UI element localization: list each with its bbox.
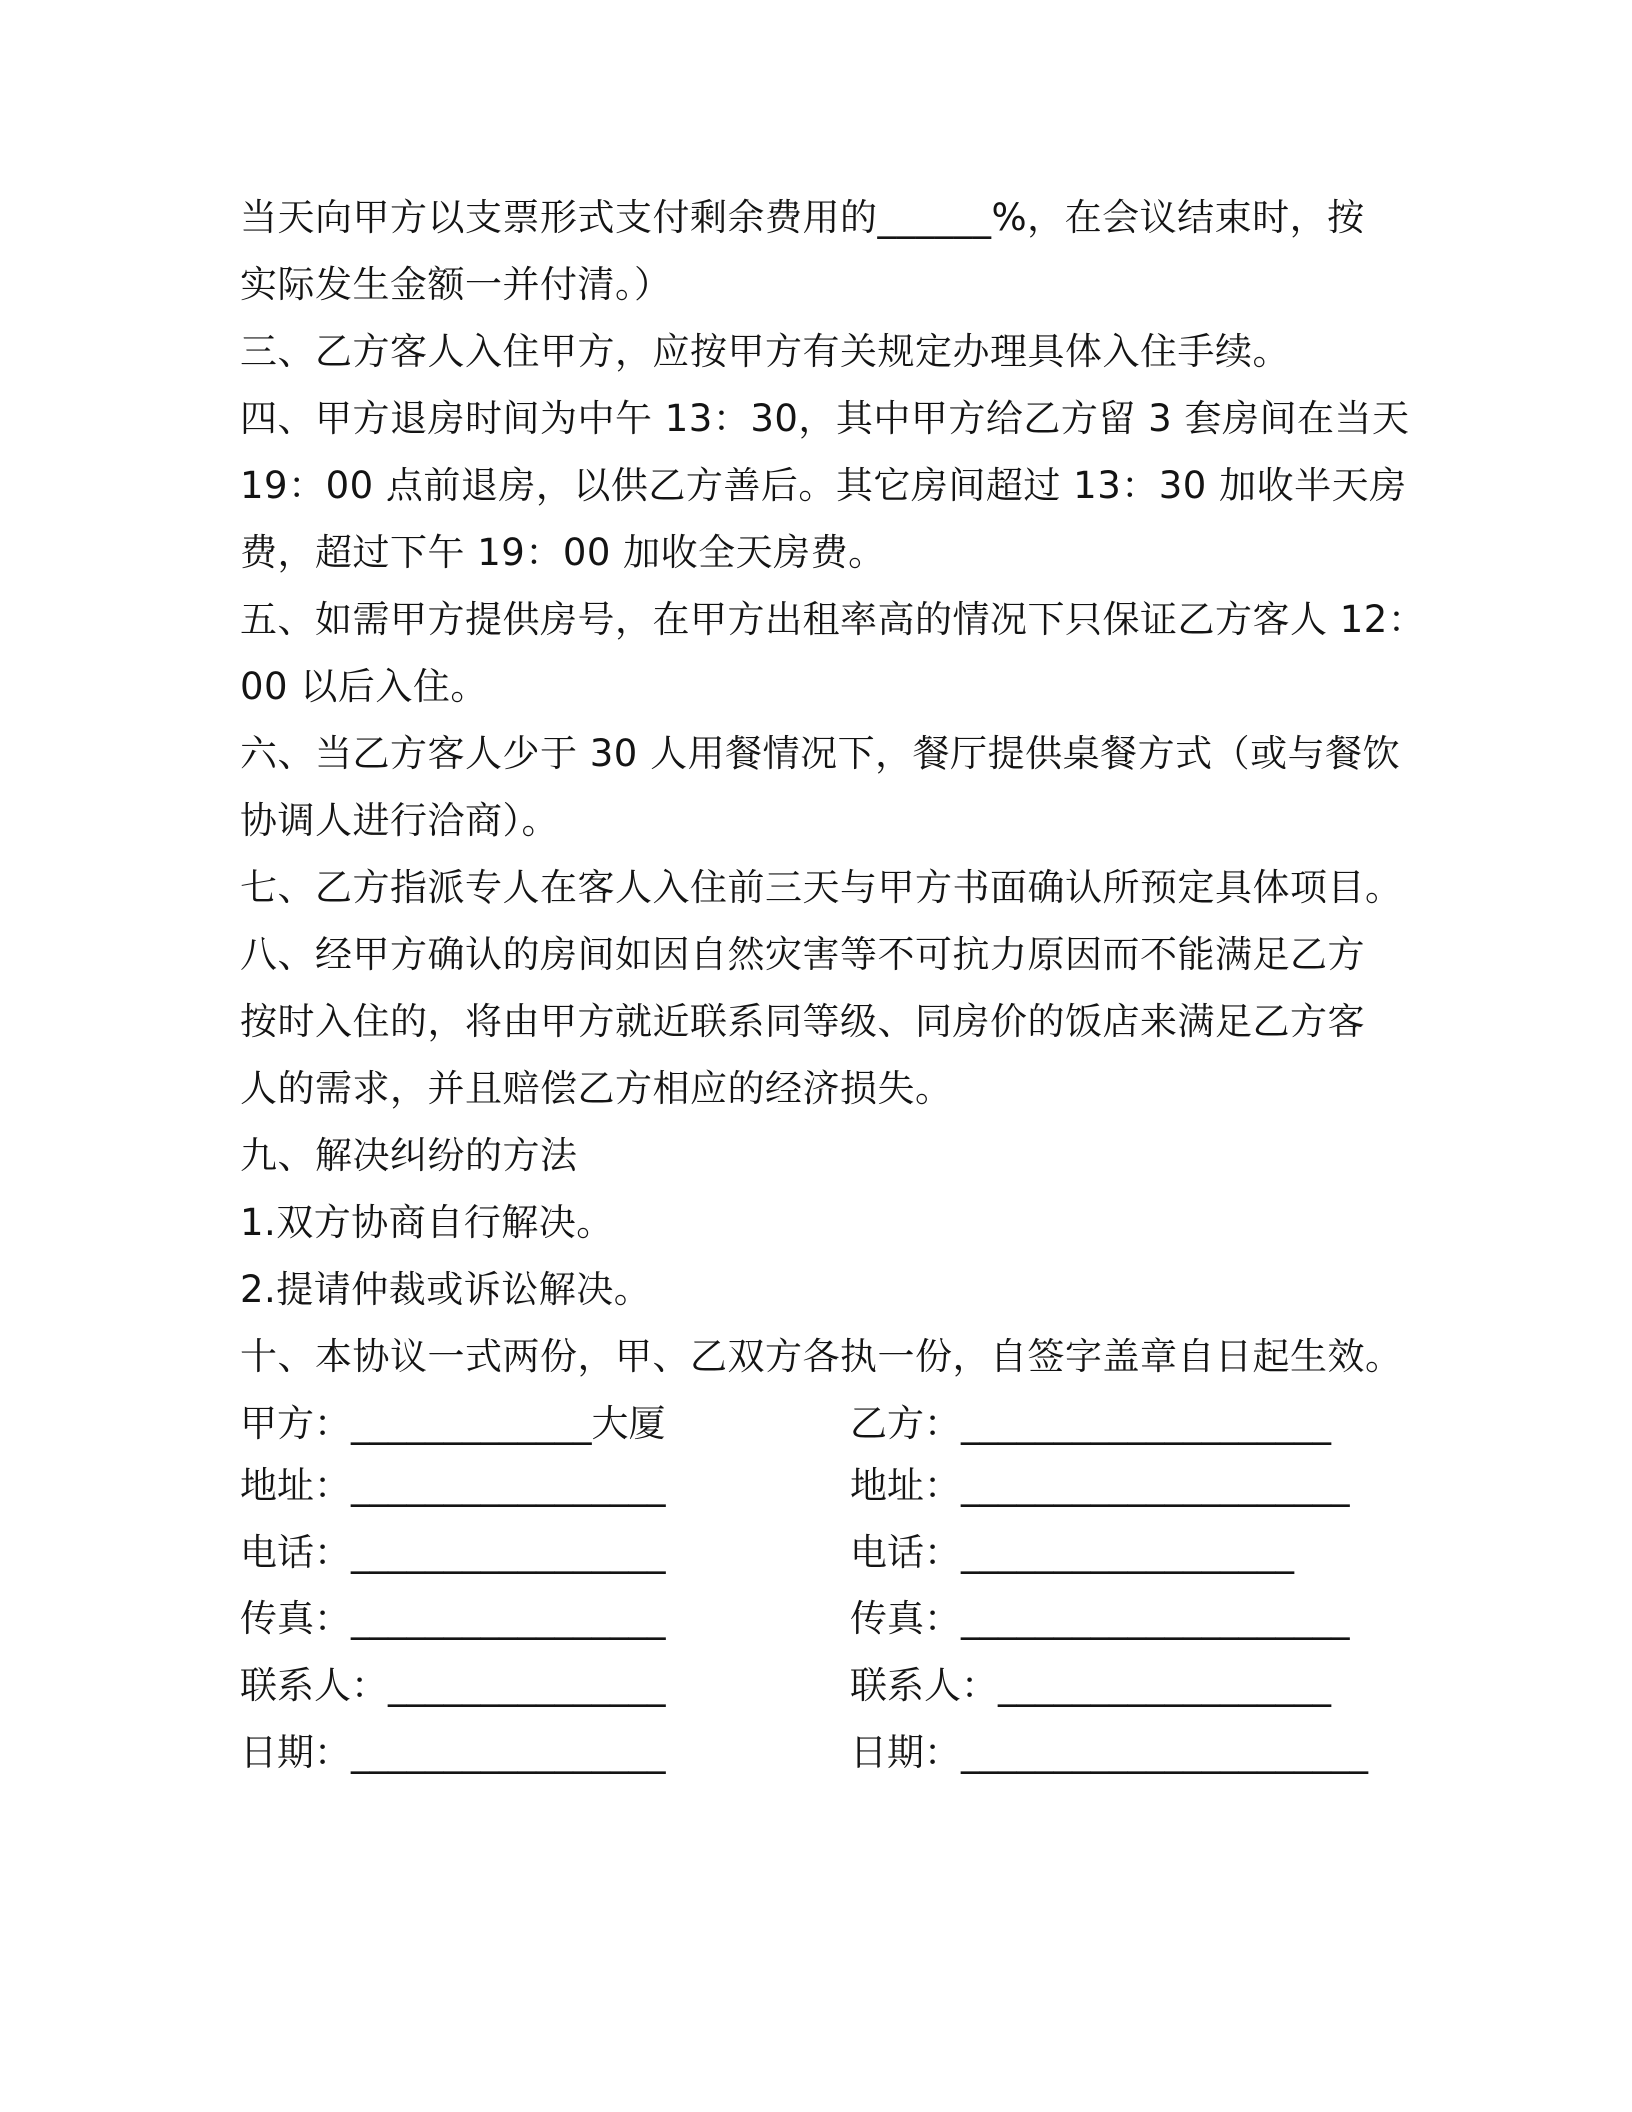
text-line: 19：00 点前退房，以供乙方善后。其它房间超过 13：30 加收半天房 [240,464,1407,507]
party-a-address-field: 地址：_________________ [240,1464,666,1507]
clause-9-item-1 [240,1189,1400,1256]
text-line: 按时入住的，将由甲方就近联系同等级、同房价的饭店来满足乙方客 [240,1000,1365,1043]
text-line: 九、解决纠纷的方法 [240,1134,578,1177]
clause-7 [240,854,1403,921]
paragraph-payment-terms [240,184,1400,318]
clause-4 [240,385,1410,586]
party-b-contact-field: 联系人：__________________ [850,1664,1331,1707]
signature-row-phone [240,1519,1400,1586]
signature-row-contact [240,1652,1400,1719]
party-b-field: 乙方：____________________ [850,1402,1331,1445]
party-a-fax-field: 传真：_________________ [240,1597,666,1640]
signature-row-fax [240,1585,1400,1652]
party-b-date-field: 日期：______________________ [850,1731,1368,1774]
party-a-field: 甲方：_____________大厦 [240,1402,666,1445]
clause-3 [240,318,1400,385]
text-line: 协调人进行洽商）。 [240,799,559,842]
clause-6 [240,720,1400,854]
text-line: 四、甲方退房时间为中午 13：30，其中甲方给乙方留 3 套房间在当天 [240,397,1410,440]
clause-9-item-2 [240,1256,1400,1323]
text-line: 1.双方协商自行解决。 [240,1201,614,1244]
clause-10 [240,1323,1403,1390]
text-line: 三、乙方客人入住甲方，应按甲方有关规定办理具体入住手续。 [240,330,1290,373]
text-line: 八、经甲方确认的房间如因自然灾害等不可抗力原因而不能满足乙方 [240,933,1365,976]
party-b-fax-field: 传真：_____________________ [850,1597,1350,1640]
text-line: 2.提请仲裁或诉讼解决。 [240,1268,652,1311]
text-line: 实际发生金额一并付清。） [240,263,672,306]
signature-row-party [240,1390,1400,1457]
text-line: 六、当乙方客人少于 30 人用餐情况下，餐厅提供桌餐方式（或与餐饮 [240,732,1401,775]
party-a-phone-field: 电话：_________________ [240,1531,666,1574]
text-line: 七、乙方指派专人在客人入住前三天与甲方书面确认所预定具体项目。 [240,866,1403,909]
signature-row-date [240,1719,1400,1786]
text-line: 十、本协议一式两份，甲、乙双方各执一份，自签字盖章自日起生效。 [240,1335,1403,1378]
text-line: 人的需求，并且赔偿乙方相应的经济损失。 [240,1067,953,1110]
party-a-date-field: 日期：_________________ [240,1731,666,1774]
signature-row-address [240,1452,1400,1519]
party-b-address-field: 地址：_____________________ [850,1464,1350,1507]
text-line: 当天向甲方以支票形式支付剩余费用的______%，在会议结束时，按 [240,196,1365,239]
clause-8 [240,921,1400,1122]
text-line: 五、如需甲方提供房号，在甲方出租率高的情况下只保证乙方客人 12： [240,598,1426,641]
clause-9 [240,1122,1400,1189]
text-line: 费，超过下午 19：00 加收全天房费。 [240,531,886,574]
clause-5 [240,586,1426,720]
party-b-phone-field: 电话：__________________ [850,1531,1294,1574]
party-a-contact-field: 联系人：_______________ [240,1664,666,1707]
text-line: 00 以后入住。 [240,665,488,708]
